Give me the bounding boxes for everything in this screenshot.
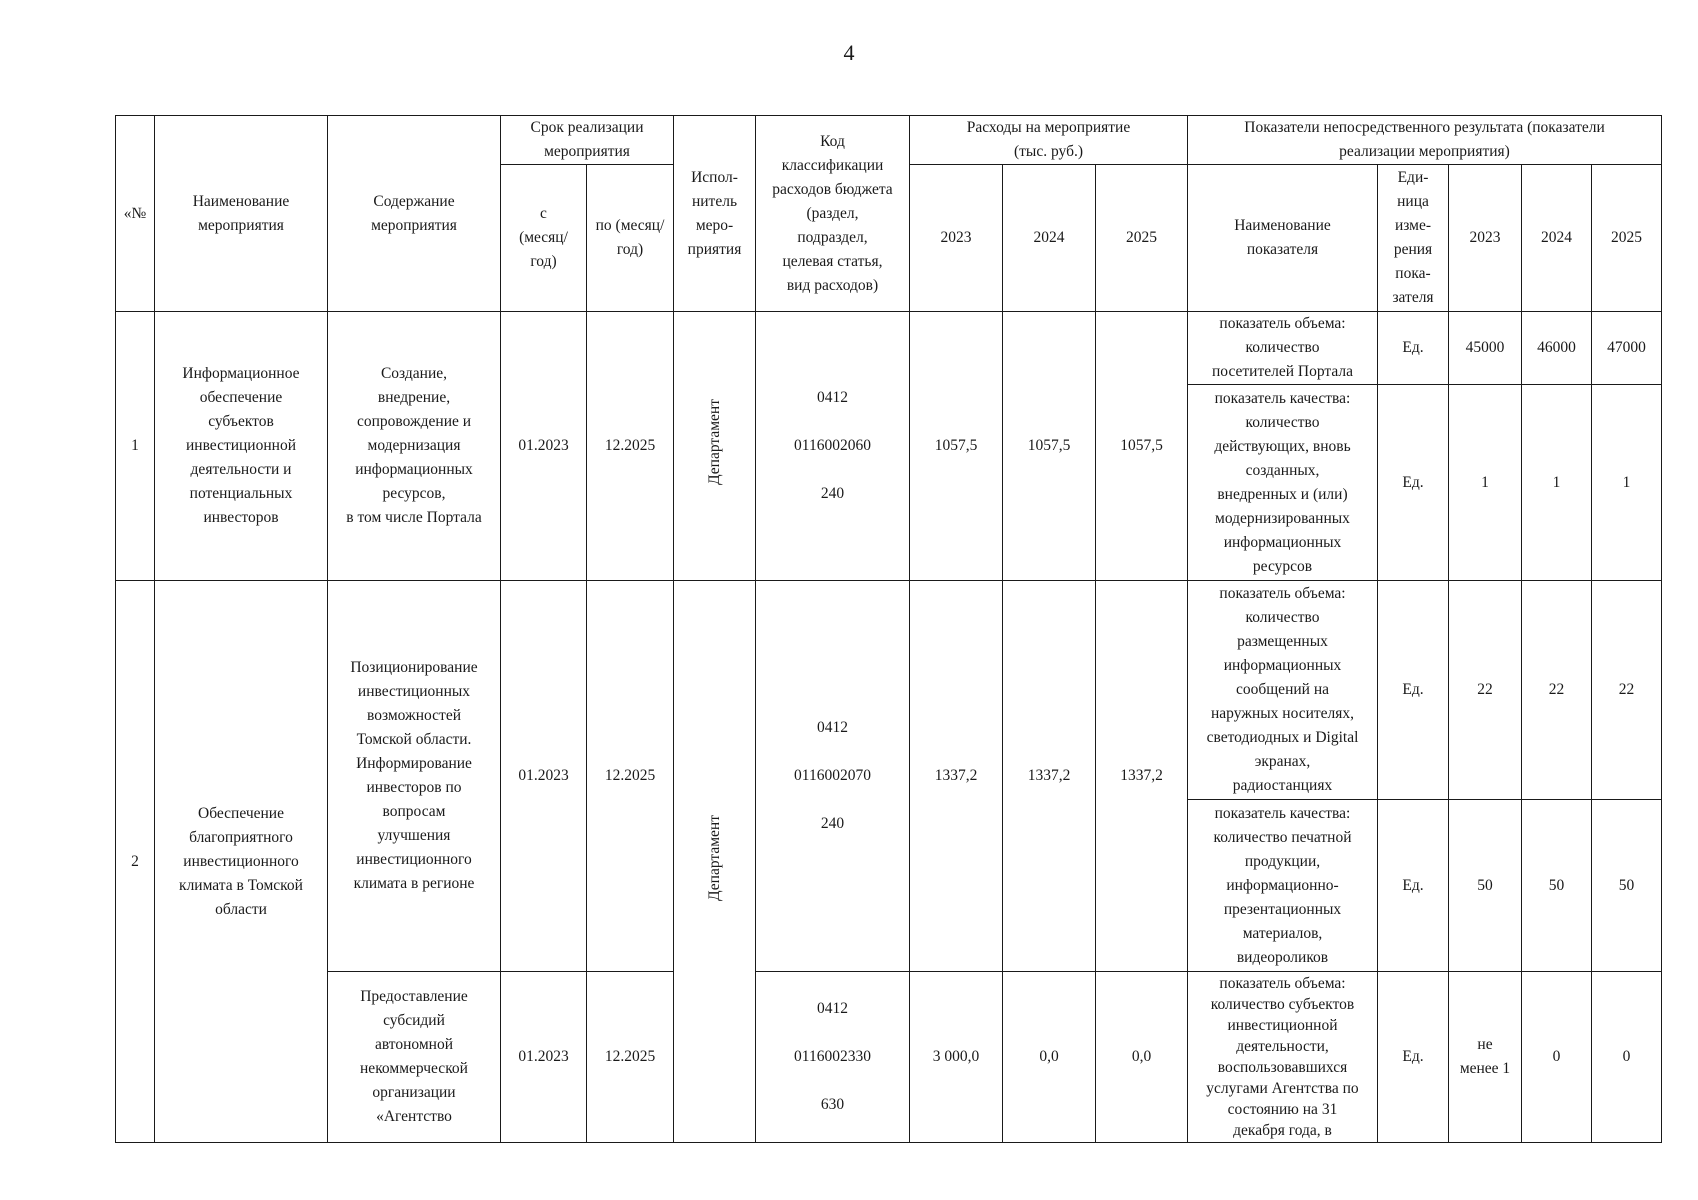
table-row (116, 972, 1662, 1143)
header-indicator-2025: 2025 (1592, 165, 1662, 312)
indicator-name: показатель объема: количество посетителей Портала (1188, 312, 1378, 385)
indicator-2025: 50 (1592, 800, 1662, 972)
executor (674, 312, 756, 581)
table-row (116, 312, 1662, 385)
indicator-unit: Ед. (1378, 800, 1449, 972)
indicator-name: показатель объема: количество субъектов инвестиционной деятельности, воспользовавшихся услугами Агентства по состоянию на 31 декабря года, в (1188, 972, 1378, 1143)
budget-code: 0412 0116002070 240 (756, 581, 910, 972)
expense-2023: 3 000,0 (910, 972, 1003, 1143)
header-term-to: по (месяц/ год) (587, 165, 674, 312)
indicator-unit: Ед. (1378, 581, 1449, 800)
indicator-unit: Ед. (1378, 312, 1449, 385)
header-indicator-2024: 2024 (1522, 165, 1592, 312)
expense-2024: 1057,5 (1003, 312, 1096, 581)
indicator-2024: 22 (1522, 581, 1592, 800)
activity-content: Создание, внедрение, сопровождение и модернизация информационных ресурсов, в том числе Портала (328, 312, 501, 581)
indicator-2023: 1 (1449, 385, 1522, 581)
indicator-2024: 50 (1522, 800, 1592, 972)
budget-code: 0412 0116002330 630 (756, 972, 910, 1143)
header-term-from: с (месяц/ год) (501, 165, 587, 312)
indicator-2025: 22 (1592, 581, 1662, 800)
expense-2024: 0,0 (1003, 972, 1096, 1143)
indicator-2025: 0 (1592, 972, 1662, 1143)
header-expense-2023: 2023 (910, 165, 1003, 312)
indicator-2024: 1 (1522, 385, 1592, 581)
header-indicator-2023: 2023 (1449, 165, 1522, 312)
indicator-unit: Ед. (1378, 972, 1449, 1143)
activity-name: Информационное обеспечение субъектов инвестиционной деятельности и потенциальных инвесторов (155, 312, 328, 581)
activity-content: Позиционирование инвестиционных возможностей Томской области. Информирование инвесторов по вопросам улучшения инвестиционного климата в регионе (328, 581, 501, 972)
header-unit: Еди- ница изме- рения пока- зателя (1378, 165, 1449, 312)
indicator-unit: Ед. (1378, 385, 1449, 581)
header-indicators: Показатели непосредственного результата (показатели реализации мероприятия) (1188, 116, 1662, 165)
header-content: Содержание мероприятия (328, 116, 501, 312)
expense-2025: 1337,2 (1096, 581, 1188, 972)
term-from: 01.2023 (501, 312, 587, 581)
table-row (116, 581, 1662, 800)
executor-label: Департамент (705, 399, 723, 485)
header-indicator-name: Наименование показателя (1188, 165, 1378, 312)
header-term: Срок реализации мероприятия (501, 116, 674, 165)
header-executor: Испол- нитель меро- приятия (674, 116, 756, 312)
header-expenses: Расходы на мероприятие (тыс. руб.) (910, 116, 1188, 165)
expense-2023: 1057,5 (910, 312, 1003, 581)
indicator-name: показатель качества: количество действующих, вновь созданных, внедренных и (или) модернизированных информационных ресурсов (1188, 385, 1378, 581)
activity-name: Обеспечение благоприятного инвестиционного климата в Томской области (155, 581, 328, 1143)
term-to: 12.2025 (587, 581, 674, 972)
term-to: 12.2025 (587, 972, 674, 1143)
indicator-2023: не менее 1 (1449, 972, 1522, 1143)
expense-2025: 0,0 (1096, 972, 1188, 1143)
indicator-2023: 45000 (1449, 312, 1522, 385)
budget-code: 0412 0116002060 240 (756, 312, 910, 581)
indicator-2025: 1 (1592, 385, 1662, 581)
row-num: 1 (116, 312, 155, 581)
header-name: Наименование мероприятия (155, 116, 328, 312)
term-from: 01.2023 (501, 581, 587, 972)
activities-table (115, 115, 1662, 1143)
page-number: 4 (843, 40, 855, 65)
term-to: 12.2025 (587, 312, 674, 581)
header-num: «№ (116, 116, 155, 312)
indicator-2025: 47000 (1592, 312, 1662, 385)
expense-2023: 1337,2 (910, 581, 1003, 972)
indicator-name: показатель качества: количество печатной продукции, информационно- презентационных материалов, видеороликов (1188, 800, 1378, 972)
indicator-2024: 0 (1522, 972, 1592, 1143)
activity-content: Предоставление субсидий автономной некоммерческой организации «Агентство (328, 972, 501, 1143)
header-code: Код классификации расходов бюджета (раздел, подраздел, целевая статья, вид расходов) (756, 116, 910, 312)
header-expense-2025: 2025 (1096, 165, 1188, 312)
executor (674, 581, 756, 1143)
expense-2024: 1337,2 (1003, 581, 1096, 972)
row-num: 2 (116, 581, 155, 1143)
indicator-2023: 50 (1449, 800, 1522, 972)
indicator-name: показатель объема: количество размещенных информационных сообщений на наружных носителях, светодиодных и Digital экранах, радиостанциях (1188, 581, 1378, 800)
expense-2025: 1057,5 (1096, 312, 1188, 581)
header-expense-2024: 2024 (1003, 165, 1096, 312)
indicator-2024: 46000 (1522, 312, 1592, 385)
executor-label: Департамент (705, 814, 723, 901)
indicator-2023: 22 (1449, 581, 1522, 800)
term-from: 01.2023 (501, 972, 587, 1143)
